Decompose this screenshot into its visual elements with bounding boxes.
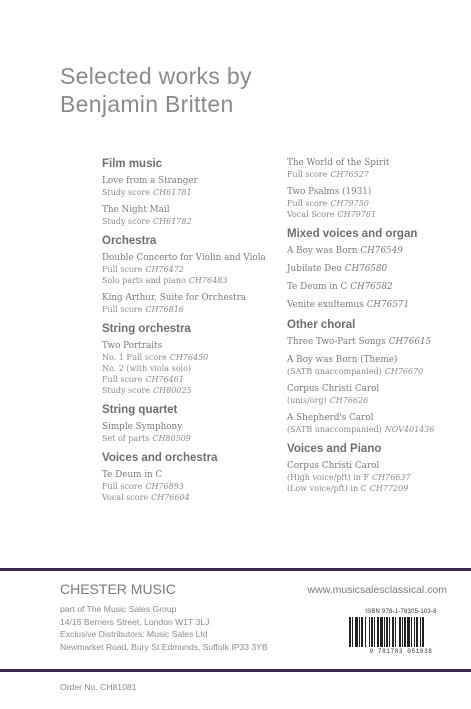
edition-line [287,366,467,377]
edition-label: Vocal Score [287,210,335,219]
work-entry [102,422,282,444]
work-title-text: King Arthur, Suite for Orchestra [102,293,247,303]
edition-line [102,187,282,198]
catalogue-number: CH80509 [152,434,191,443]
catalogue-number: CH79750 [330,199,369,208]
edition-label: Full score [102,265,143,274]
catalogue-number: CH76571 [366,300,410,310]
edition-line [102,374,282,385]
edition-label: Study score [102,386,150,395]
section-heading: Voices and orchestra [102,452,218,464]
work-entry [287,337,467,348]
work-title-text: A Boy was Born (Theme) [287,355,398,365]
edition-label: Solo parts and piano [102,276,186,285]
work-title [287,384,467,395]
work-title [287,300,467,311]
edition-line [102,264,282,275]
work-entry [102,470,282,503]
isbn-label: ISBN 978-1-78305-103-8 [365,609,437,615]
left-column [102,158,282,511]
section-heading: Orchestra [102,235,157,247]
edition-label: No. 1 Full score [102,353,167,362]
address-line: Exclusive Distributors: Music Sales Ltd [60,629,208,640]
catalogue-number: CH76549 [360,246,403,256]
work-title [102,205,282,216]
edition-label: Vocal score [102,493,149,502]
catalogue-number: CH76893 [145,482,184,491]
edition-line [287,483,467,494]
section-heading: String orchestra [102,323,191,335]
catalogue-number: CH76450 [169,353,209,362]
section [287,319,467,435]
edition-label: Study score [102,217,150,226]
catalogue-number: CH61781 [153,188,192,197]
work-title [102,470,282,481]
catalogue-number: CH76816 [145,305,184,314]
work-title-text: Te Deum in C [287,282,348,292]
catalogue-number: CH79761 [337,210,377,219]
work-entry [287,413,467,435]
work-entry [102,176,282,198]
edition-line [102,275,282,286]
edition-label: Full score [287,170,328,179]
work-title-text: The Night Mail [102,205,170,215]
work-title [287,282,467,293]
work-entry [102,293,282,315]
catalogue-number: CH76670 [384,367,424,376]
work-title [287,355,467,366]
barcode-digits: 9 781783 051038 [369,648,433,655]
section [102,452,282,503]
edition-line [102,363,282,374]
section [287,158,467,220]
edition-label: (unis/org) [287,396,327,405]
address-line: part of The Music Sales Group [60,604,177,614]
catalogue-number: CH76527 [330,170,369,179]
page-title [60,62,252,118]
edition-label: Full score [102,375,143,384]
catalogue-number: NOV401436 [384,425,435,434]
work-title-text: Jubilate Deo [287,264,342,274]
work-entry [287,384,467,406]
work-title-text: The World of the Spirit [287,158,390,168]
catalogue-number: CH76582 [350,282,393,292]
edition-line [102,304,282,315]
catalogue-number: CH76483 [188,276,228,285]
edition-label: (SATB unaccompanied) [287,425,382,434]
work-title [102,341,282,352]
catalogue-number: CH80025 [153,386,192,395]
edition-line [287,472,467,483]
edition-line [287,169,467,180]
work-title [102,422,282,433]
work-title-text: Simple Symphony [102,422,183,432]
barcode-bars [347,617,455,647]
edition-label: (High voice/pft) in F [287,473,370,482]
footer-bottom-rule [0,669,471,672]
work-entry [102,205,282,227]
order-number: Order No. CH81081 [60,682,137,692]
edition-line [102,385,282,396]
edition-label: Set of parts [102,434,150,443]
publisher-name: CHESTER MUSIC [60,581,176,597]
edition-line [102,216,282,227]
edition-label: (SATB unaccompanied) [287,367,382,376]
publisher-address [60,603,268,653]
section-heading: String quartet [102,404,178,416]
address-line: Newmarket Road, Bury St Edmunds, Suffolk IP33 3YB [60,641,268,652]
edition-line [287,424,467,435]
work-title [287,158,467,169]
catalogue-number: CH76580 [344,264,388,274]
website-link[interactable]: www.musicsalesclassical.com [307,584,447,596]
edition-line [102,481,282,492]
work-title-text: Three Two-Part Songs [287,337,386,347]
catalogue-number: CH76626 [329,396,369,405]
section [102,235,282,315]
catalogue-number: CH76637 [372,473,411,482]
edition-line [287,209,467,220]
edition-line [102,352,282,363]
section-heading: Film music [102,158,163,170]
address-line: 14/15 Berners Street, London W1T 3LJ [60,616,210,627]
work-title [287,413,467,424]
work-title-text: Te Deum in C [102,470,163,480]
section-heading: Mixed voices and organ [287,228,418,240]
section-heading: Voices and Piano [287,443,382,455]
edition-line [102,492,282,503]
edition-label: (Low voice/pft) in C [287,484,367,493]
section-heading: Other choral [287,319,356,331]
work-title-text: Corpus Christi Carol [287,384,380,394]
catalogue-number: CH77209 [369,484,409,493]
work-title-text: A Shepherd's Carol [287,413,374,423]
catalogue-number: CH76472 [145,265,184,274]
catalogue-number: CH76604 [151,493,190,502]
edition-line [287,395,467,406]
work-title [102,293,282,304]
work-title [287,264,467,275]
edition-label: No. 2 (with viola solo) [102,364,192,373]
work-title [102,176,282,187]
title-line-1: Selected works by [60,63,252,89]
work-entry [287,355,467,377]
section [287,443,467,494]
work-title-text: Love from a Stranger [102,176,198,186]
section [102,323,282,396]
work-entry [287,246,467,257]
title-line-2: Benjamin Britten [60,91,234,117]
work-title [287,246,467,257]
work-entry [102,253,282,286]
work-title [287,187,467,198]
section [287,228,467,311]
work-title-text: A Boy was Born [287,246,358,256]
work-title [287,461,467,472]
section [102,158,282,227]
work-entry [287,300,467,311]
edition-line [102,433,282,444]
work-entry [287,282,467,293]
work-entry [287,187,467,220]
edition-label: Study score [102,188,150,197]
right-column [287,158,467,502]
work-title-text: Two Portraits [102,341,163,351]
edition-line [287,198,467,209]
work-title-text: Two Psalms (1931) [287,187,372,197]
work-entry [287,461,467,494]
work-title [102,253,282,264]
edition-label: Full score [102,482,143,491]
work-entry [287,158,467,180]
section [102,404,282,444]
work-title-text: Double Concerto for Violin and Viola [102,253,266,263]
catalogue-number: CH76461 [145,375,184,384]
barcode [339,609,463,659]
edition-label: Full score [102,305,143,314]
footer-top-rule [0,568,471,571]
work-entry [287,264,467,275]
work-title-text: Venite exultemus [287,300,364,310]
work-title-text: Corpus Christi Carol [287,461,380,471]
catalogue-number: CH76615 [388,337,432,347]
catalogue-number: CH61782 [153,217,192,226]
edition-label: Full score [287,199,328,208]
work-title [287,337,467,348]
work-entry [102,341,282,396]
